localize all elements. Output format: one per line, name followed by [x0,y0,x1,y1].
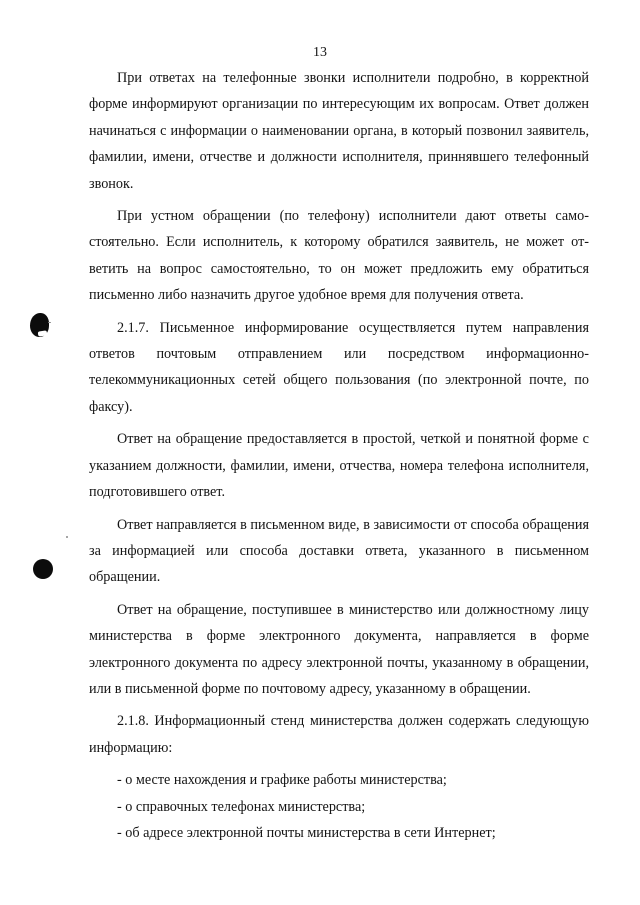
scan-speck [66,536,68,538]
paragraph-answer-form: Ответ на обращение предоставляется в простой, четкой и понятной форме с указанием должности, фамилии, имени, отчества, номера телефона исполнителя, подготовившего ответ. [89,431,589,501]
list-item: - о справочных телефонах министерства; [117,798,366,815]
paragraph-phone-answers: При ответах на телефонные звонки исполнители подробно, в корректной форме информируют организации по интересующим их вопросам. Ответ должен начинаться с информации о наименовании органа, в который позвонил заявитель, фамилии, имени, отчестве и должности исполнителя, приннявшего телефонный звонок. [89,70,589,192]
punch-hole-mark [33,559,53,579]
paragraph-answer-delivery: Ответ направляется в письменном виде, в зависимости от способа обращения за информацией или способа доставки ответа, указанного в письменном обращении. [89,516,589,586]
list-item: - об адресе электронной почты министерства в сети Интернет; [117,824,496,841]
scan-speck [48,322,51,323]
paragraph-written-informing: 2.1.7. Письменное информирование осуществляется путем направления ответов почтовым отправлением или посредством информационно-телекоммуникационных сетей общего пользования (по электронной почте, по факсу). [89,319,589,415]
paragraph-info-stand: 2.1.8. Информационный стенд министерства должен содержать следующую информацию: [89,713,589,756]
punch-hole-mark [30,313,49,337]
paragraph-electronic-answer: Ответ на обращение, поступившее в министерство или должностному лицу министерства в форме электронного документа, направляется в форме электронного документа по адресу электронной почты, указанному в обращении, или в письменной форме по почтовому адресу, указанному в обращении. [89,601,589,697]
page-number: 13 [313,45,327,60]
document-body [89,65,589,846]
paragraph-oral-request: При устном обращении (по телефону) исполнители дают ответы самостоятельно. Если исполнитель, к которому обратился заявитель, не может ответить на вопрос самостоятельно, то он может предложить ему обратиться письменно либо назначить другое удобное время для получения ответа. [89,208,589,304]
list-item: - о месте нахождения и графике работы министерства; [117,772,447,789]
